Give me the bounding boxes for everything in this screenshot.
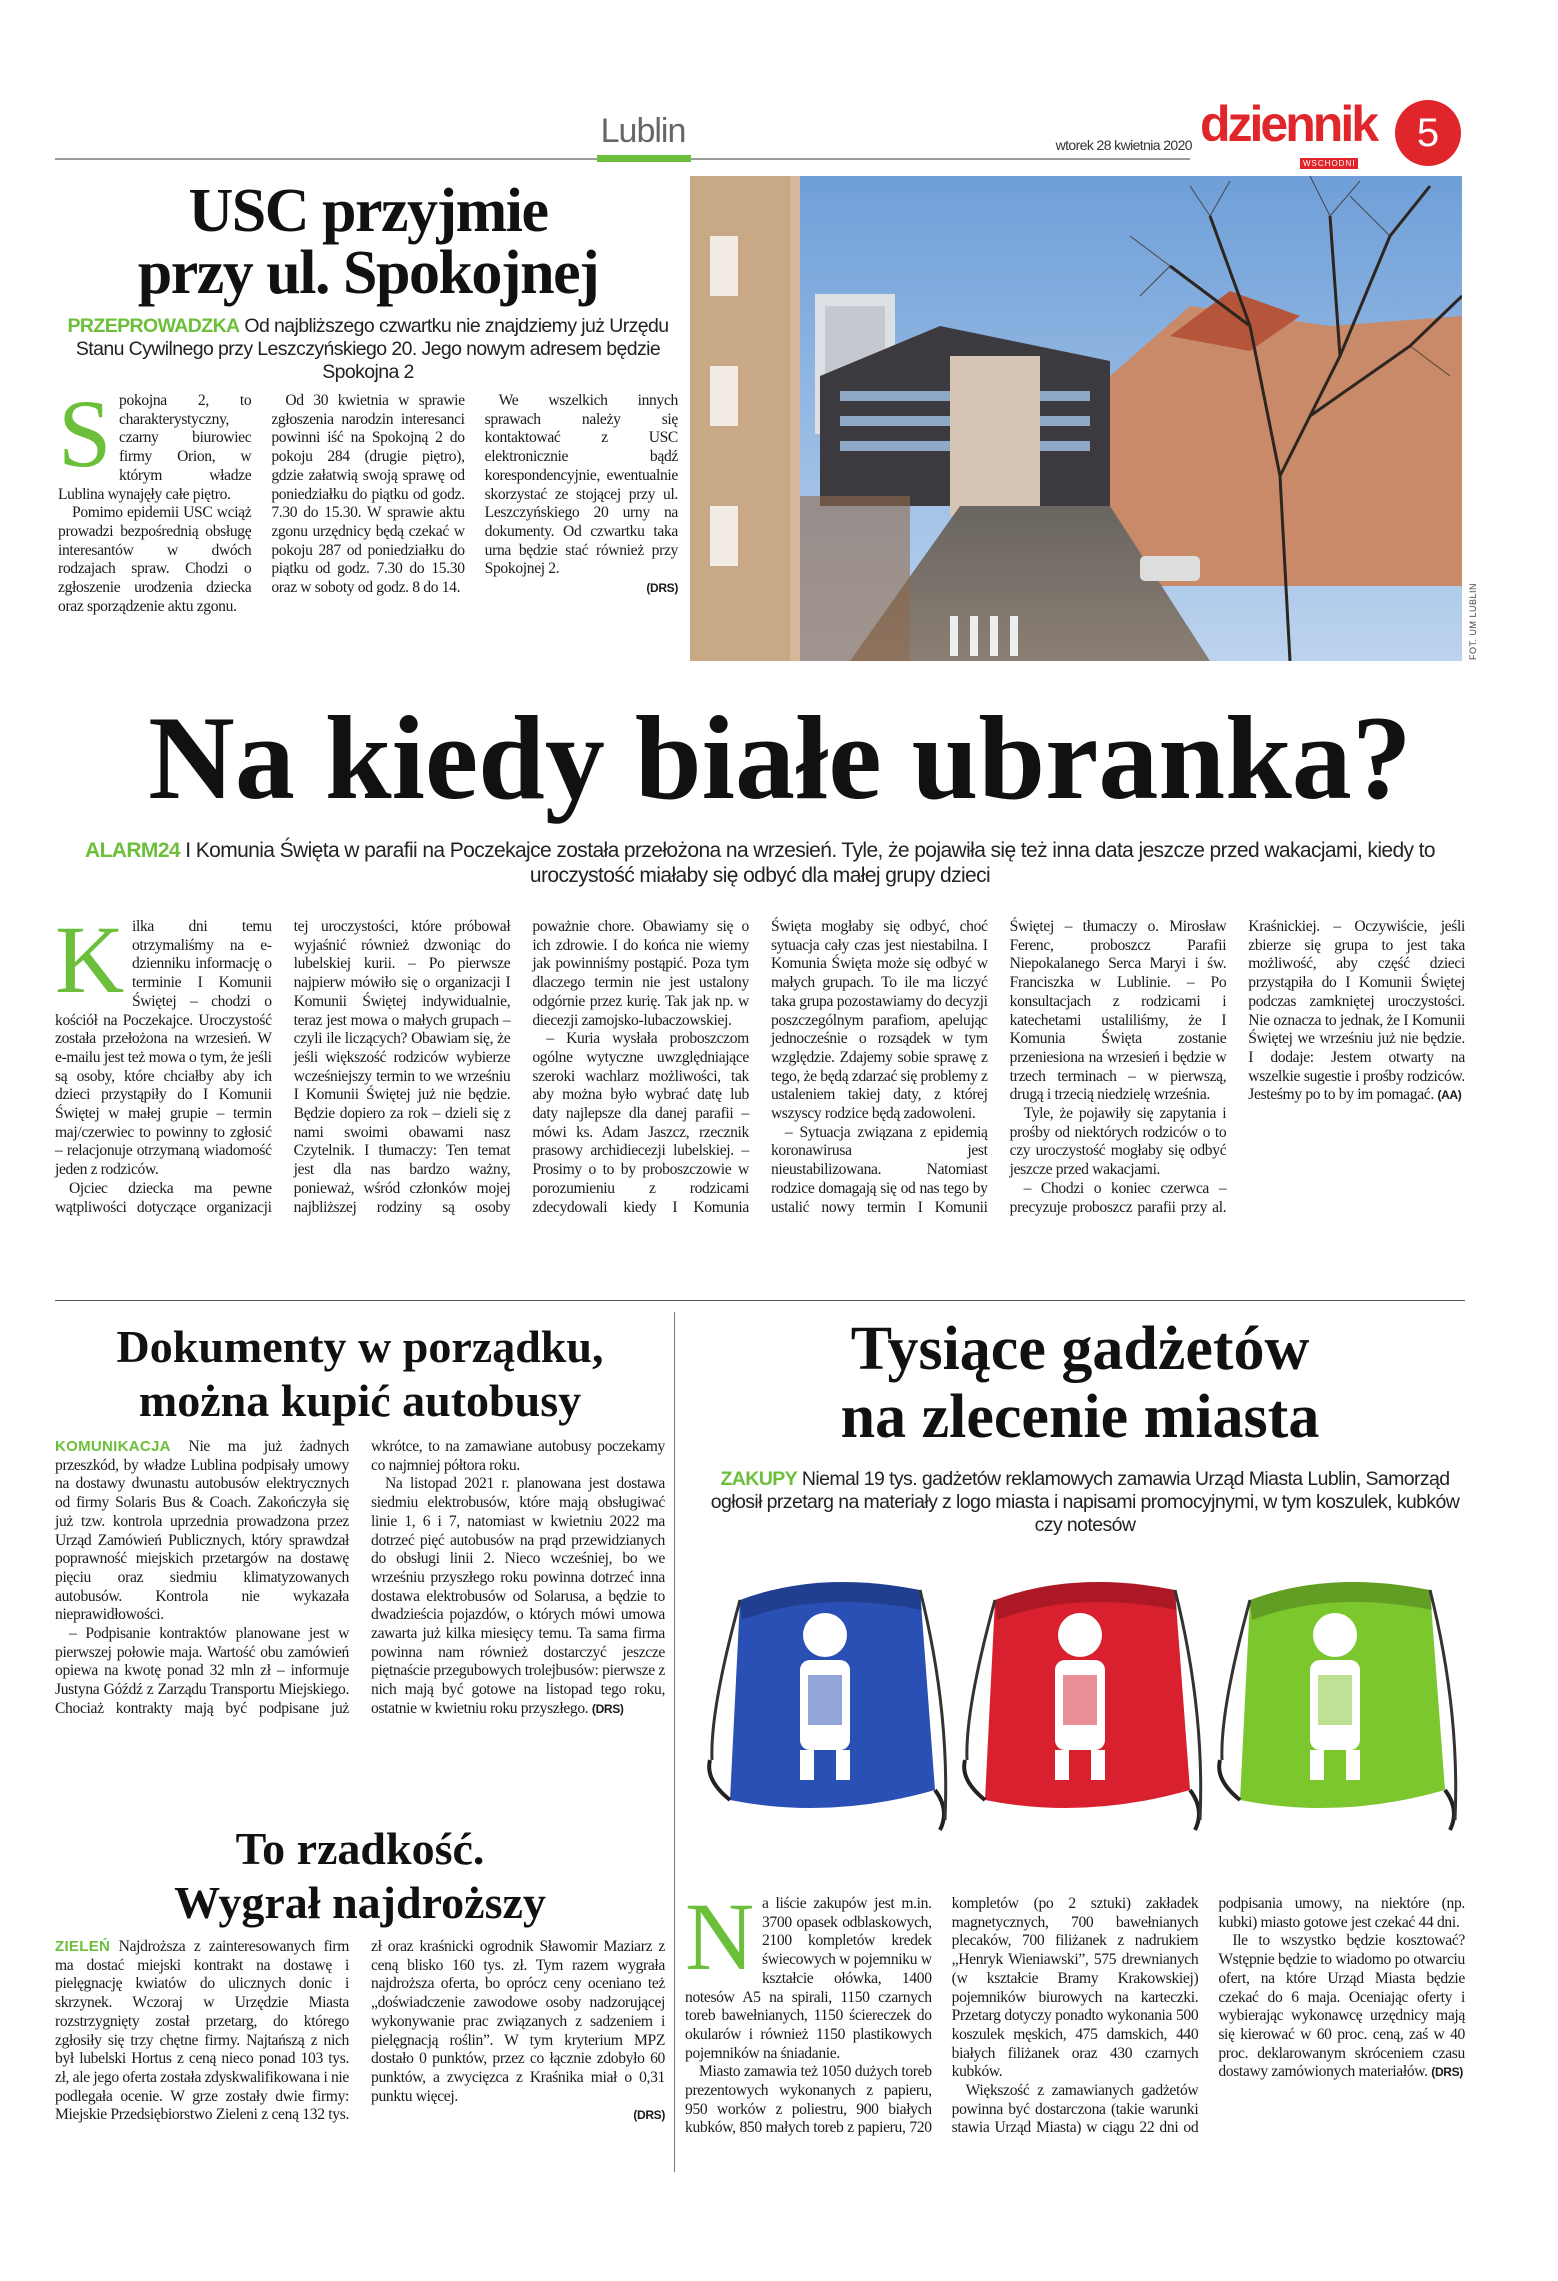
drawstring-bag [709,1582,946,1830]
usc-building-photo [690,176,1462,661]
flowers-body [55,1938,665,2170]
buses-paragraph [371,1475,665,1718]
usc-headline [58,177,678,307]
buses-headline-line1: Dokumenty w porządku, [116,1321,604,1372]
flowers-headline-line2: Wygrał najdroższy [174,1877,546,1928]
main-body [55,906,1465,1290]
flowers-headline-line1: To rzadkość. [235,1823,485,1874]
flowers-kicker: ZIELEŃ [55,1938,111,1955]
gadgets-deck-text: Niemal 19 tys. gadżetów reklamowych zamawia Urząd Miasta Lublin, Samorząd ogłosił przetarg na materiały z logo miasta i napisami promocyjnymi, w tym koszulek, kubków czy notesów [710,1468,1460,1536]
usc-headline-line2: przy ul. Spokojnej [137,239,599,307]
logo-subtext: WSCHODNI [1300,158,1358,169]
gadgets-headline [690,1315,1470,1451]
main-paragraph [55,906,272,1180]
column-divider [674,1312,675,2172]
gadgets-signature: (DRS) [1431,2065,1463,2080]
gadgets-body [685,1883,1465,2175]
buses-kicker: KOMUNIKACJA [55,1438,171,1455]
main-paragraph: Tyle, że pojawiły się zapytania i prośby od niektórych rodziców o to czy uroczystość mogłaby się odbyć jeszcze przed wakacjami. [1009,1105,1227,1179]
issue-date: wtorek 28 kwietnia 2020 [1055,137,1192,153]
usc-signature: (DRS) [646,581,678,596]
buses-paragraph [55,1438,349,1625]
buses-headline [55,1320,665,1428]
buses-paragraph-text: Nie ma już żadnych przeszkód, by władze Lublina podpisały umowy na dostawy dwunastu autobusów elektrycznych od firmy Solaris Bus & Coach. Zakończyła się już tzw. kontrola uprzednia prowadzona przez Urząd Zamówień Publicznych, który sprawdzał poprawność miejskich przetargów na dostawę pięciu oraz siedmiu klimatyzowanych autobusów. Kontrola nie wykazała nieprawidłowości. [55,1438,349,1624]
usc-deck [58,315,678,384]
gadgets-paragraph [685,1883,932,2063]
main-deck-text: I Komunia Święta w parafii na Poczekajce została przełożona na wrzesień. Tyle, że pojawiła się też inna data jeszcze przed wakacjami, kiedy to uroczystość miałaby się odbyć dla małej grupy dzieci [185,839,1435,887]
gadgets-deck [700,1468,1470,1537]
drawstring-bag [1219,1582,1456,1830]
main-kicker: ALARM24 [85,839,180,862]
gadgets-paragraph [1218,1932,1465,2082]
gadgets-paragraph: Większość z zamawianych gadżetów powinna być dostarczona (takie warunki stawia Urząd Miasta) w ciągu 22 dni od podpisania umowy, na niektóre (np. kubki) miasto gotowe jest czekać 44 dni. [951,1895,1465,2137]
usc-paragraph [58,380,252,504]
street-photo-illustration [690,176,1462,661]
main-signature: (AA) [1437,1088,1462,1103]
gadgets-paragraph-text: Ile to wszystko będzie kosztować? Wstępnie będzie to wiadomo po otwarciu ofert, na które Urząd Miasta będzie czekać do 6 maja. Oceniając oferty i wybierając wykonawcę urzędnicy mają się kierować w 60 proc. ceną, zaś w 40 proc. deklarowanym skróceniem czasu dostawy zamówionych materiałów. [1218,1932,1465,2081]
usc-paragraph: We wszelkich innych sprawach należy się kontaktować z USC elektronicznie bądź korespondencyjnie, ewentualnie skorzystać ze stojącej przy ul. Leszczyńskiego 20 urny na dokumenty. Od czwartku taka urna będzie stać również przy Spokojnej 2. [484,392,678,578]
section-underline [597,155,691,162]
main-dropcap: K [55,906,124,1013]
main-paragraph-text: ilka dni temu otrzymaliśmy na e-dzienniku informację o terminie I Komunii Świętej – chodzi o kościół na Poczekajce. Uroczystość została przełożona na wrzesień. W e-mailu jest też mowa o tym, że jeśli są osoby, które chciałby aby ich dzieci przystąpiły do I Komunii Świętej w małej grupie – termin maj/czerwiec to powinny to zgłosić – relacjonuje otrzymaną wiadomość jeden z rodziców. [55,918,272,1179]
buses-body [55,1438,665,1813]
page-number-badge [1395,100,1461,166]
gadgets-headline-line1: Tysiące gadżetów [850,1315,1310,1383]
usc-paragraph: Pomimo epidemii USC wciąż prowadzi bezpośrednią obsługę interesantów w dwóch rodzajach spraw. Chodzi o zgłoszenie urodzenia dziecka oraz sporządzenie aktu zgonu. [58,504,252,615]
drawstring-bag [964,1582,1201,1830]
photo-credit: FOT. UM LUBLIN [1468,582,1478,660]
flowers-paragraph [55,1938,665,2125]
gadgets-paragraph: Miasto zamawia też 1050 dużych toreb prezentowych wykonanych z papieru, 950 worków z poliestru, 900 białych kubków, 850 małych toreb z papieru, 720 kompletów (po 2 sztuki) zakładek magnetycznych, 700 bawełnianych plecaków, 700 filiżanek z nadrukiem „Henryk Wieniawski”, 575 drewnianych (w kształcie Bramy Krakowskiej) pojemników biurowych na karteczki. Przetarg dotyczy ponadto wykonania 500 koszulek męskich, 475 damskich, 440 białych filiżanek oraz 430 czarnych kubków. [685,1895,1199,2137]
section-divider [55,1300,1465,1301]
flowers-paragraph-text: Najdroższa z zainteresowanych firm ma dostać miejski kontrakt na dostawę i pielęgnację kwiatów do ulicznych donic i skrzynek. Wczoraj w Urzędzie Miasta rozstrzygnięty został przetarg, do którego zgłosiły się trzy chętne firmy. Najtańszą z nich był lubelski Hortus z ceną nieco ponad 103 tys. zł, ale jego oferta została zdyskwalifikowana i nie podlegała ocenie. W grze zostały dwie firmy: Miejskie Przedsiębiorstwo Zieleni z ceną 132 tys. zł oraz kraśnicki ogrodnik Sławomir Maziarz z ceną blisko 160 tys. zł. Tym razem wygrała najdroższa oferta, bo oprócz ceny oceniano też „doświadczenie zawodowe osoby nadzorującej wykonywanie prac związanych z sadzeniem i pielęgnacją roślin”. W tym kryterium MPZ dostało 0 punktów, przez co łącznie zdobyło 60 punktów, a zwycięzca z Kraśnika miał o 0,31 punktu więcej. [55,1938,665,2124]
usc-kicker: PRZEPROWADZKA [67,315,240,337]
gadgets-dropcap: N [685,1883,754,1990]
gadgets-paragraph-text: a liście zakupów jest m.in. 3700 opasek odblaskowych, 2100 kompletów kredek świecowych w pojemniku w kształcie ołówka, 1400 notesów A5 na spirali, 1150 czarnych toreb bawełnianych, 1150 ściereczek do okularów i również 1150 plastikowych pojemników na śniadanie. [685,1895,932,2062]
main-paragraph: – Sytuacja związana z epidemią koronawirusa jest nieustabilizowana. Natomiast rodzice domagają się od nas tego by ustalić nowy termin I Komunii Świętej – tłumaczy o. Mirosław Ferenc, proboszcz Parafii Niepokalanego Serca Maryi i św. Franciszka w Lublinie. – Po konsultacjach z rodzicami i katechetami ustaliliśmy, że I Komunia Święta zostanie przeniesiona na wrzesień i będzie w trzech terminach – w pierwszą, drugą i trzecią niedzielę września. [770,918,1227,1216]
usc-dropcap: S [58,380,112,487]
usc-deck-text: Od najbliższego czwartku nie znajdziemy już Urzędu Stanu Cywilnego przy Leszczyńskiego 20. Jego nowym adresem będzie Spokojna 2 [75,315,669,383]
buses-signature: (DRS) [591,1701,624,1716]
main-paragraph: – Kuria wysłała proboszczom ogólne wytyczne uwzględniające szeroki wachlarz możliwości, tak aby można było wybrać datę lub daty najlepsze dla danej parafii – mówi ks. Adam Jaszcz, rzecznik prasowy archidiecezji lubelskiej. – Prosimy o to by proboszczowie w porozumieniu z rodzicami zdecydowali kiedy I Komunia Święta mogłaby się odbyć, choć sytuacja cały czas jest niestabilna. I Komunia Święta może się odbyć w małych grupach. To ile ma liczyć taka grupa pozostawiamy do decyzji poszczególnym parafiom, apelując jednocześnie o rozsądek w tym względzie. Zdajemy sobie sprawę z tego, że będą zdarzać się problemy z ustaleniem takiej daty, z której wszyscy rodzice będą zadowoleni. [532,918,988,1216]
usc-headline-line1: USC przyjmie [188,177,548,245]
main-paragraph: Ojciec dziecka ma pewne wątpliwości dotyczące organizacji tej uroczystości, które próbował wyjaśnić również dzwoniąc do lubelskiej kurii. – Po pierwsze najpierw mówiło się o organizacji I Komunii Świętej indywidualnie, teraz jest mowa o małych grupach – czyli ile liczących? Obawiam się, że jeśli większość rodziców wybierze wcześniejszy termin to we wrześniu I Komunii Świętej już nie będzie. Będzie dopiero za rok – dzieli się z nami swoimi obawami nasz Czytelnik. I tłumaczy: Ten temat jest dla nas bardzo ważny, ponieważ, wśród członków mojej najbliższej rodziny są osoby poważnie chore. Obawiamy się o ich zdrowie. I do końca nie wiemy jak powinniśmy postąpić. Poza tym dlaczego termin nie jest ustalony odgórnie przez kurię. Tak jak np. w diecezji zamojsko-lubaczowskiej. [55,918,749,1216]
gadgets-headline-line2: na zlecenie miasta [840,1383,1320,1451]
flowers-headline [55,1822,665,1930]
bags-illustration [690,1560,1470,1860]
usc-paragraph-text: pokojna 2, to charakterystyczny, czarny biurowiec firmy Orion, w którym władze Lublina wynajęły całe piętro. [58,392,252,503]
drawstring-bags-photo [690,1560,1470,1860]
section-name: Lublin [600,112,686,150]
main-paragraph-text: – Chodzi o koniec czerwca – precyzuje proboszcz parafii przy al. Kraśnickiej. – Oczywiście, jeśli zbierze się grupa to jest taka możliwość, aby część dzieci przystąpiła do I Komunii Świętej podczas zamkniętej uroczystości. Nie oznacza to jednak, że I Komunii Świętej we wrześniu już nie będzie. I dodaje: Jestem otwarty na wszelkie sugestie i prośby rodziców. Jesteśmy po to by im pomagać. [1009,918,1465,1216]
buses-paragraph-text: Na listopad 2021 r. planowana jest dostawa siedmiu elektrobusów, które mają obsługiwać linie 1, 6 i 7, natomiast w kwietniu 2022 ma dotrzeć pięć autobusów na prąd przewidzianych do obsługi linii 2. Nieco wcześniej, bo we wrześniu przyszłego roku powinna dotrzeć inna dostawa elektrobusów od Solarusa, a będzie to dwadzieścia pojazdów, o których mówi umowa zawarta już kilka miesięcy temu. Ta sama firma powinna nam również dostarczyć jeszcze piętnaście przegubowych trolejbusów: pierwsze z nich mają być gotowe na listopad tego roku, ostatnie w kwietniu roku przyszłego. [371,1475,665,1717]
logo-text: dziennik [1200,96,1377,152]
flowers-signature: (DRS) [633,2108,665,2123]
usc-paragraph: Od 30 kwietnia w sprawie zgłoszenia narodzin interesanci powinni iść na Spokojną 2 do pokoju 284 (drugie piętro), gdzie załatwią swoją sprawę od poniedziałku do piątku od godz. 7.30 do 15.30. W sprawie aktu zgonu urzędnicy będą czekać w pokoju 287 od poniedziałku do piątku od godz. 7.30 do 15.30 oraz w soboty od godz. 8 do 14. [271,392,465,597]
main-headline: Na kiedy białe ubranka? [148,691,1412,824]
buses-headline-line2: można kupić autobusy [138,1375,582,1426]
newspaper-logo [1200,96,1390,174]
main-deck [55,838,1465,888]
gadgets-kicker: ZAKUPY [720,1468,798,1490]
usc-body [58,380,678,672]
buses-paragraph: – Podpisanie kontraktów planowane jest w pierwszej połowie maja. Wartość obu zamówień opiewa na kwotę ponad 32 mln zł – informuje Justyna Góźdź z Zarządu Transportu Miejskiego. Chociaż kontrakty mają być podpisane już wkrótce, to na zamawiane autobusy poczekamy co najmniej półtora roku. [55,1438,665,1717]
page-number: 5 [1416,111,1440,155]
